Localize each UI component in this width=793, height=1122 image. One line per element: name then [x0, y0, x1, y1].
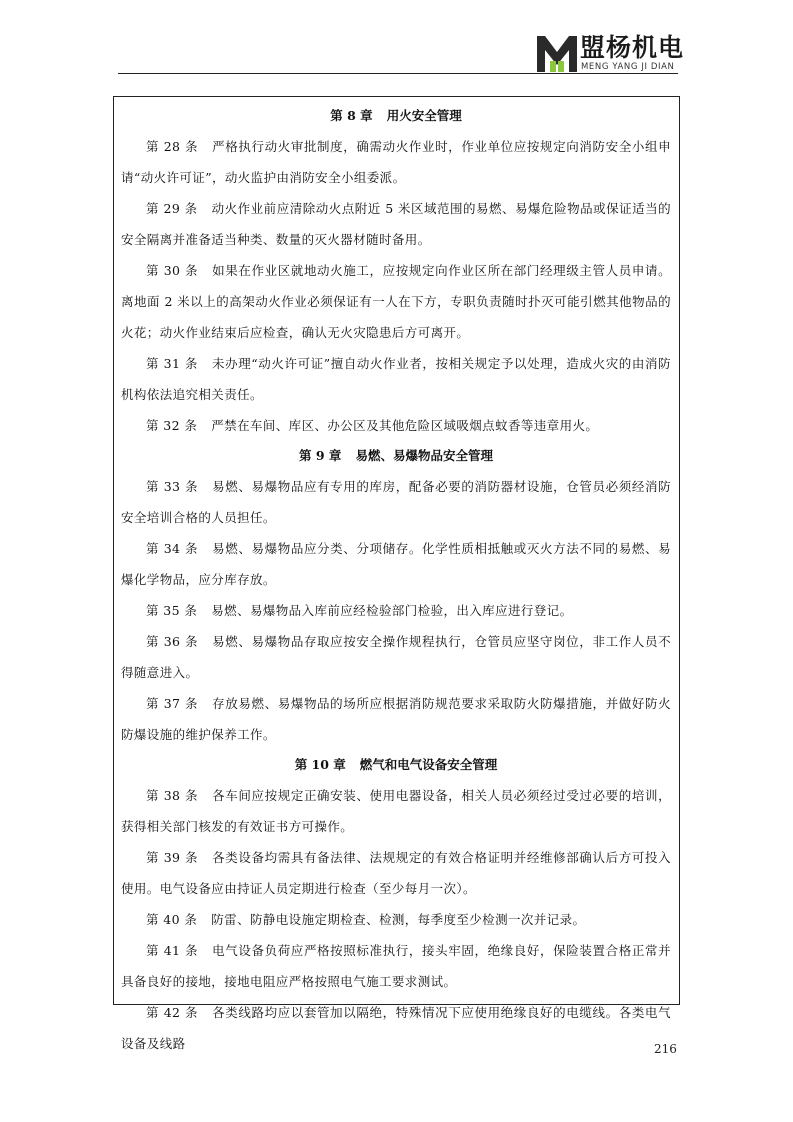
- article-text: 防雷、防静电设施定期检查、检测，每季度至少检测一次并记录。: [211, 912, 586, 927]
- chapter-title: 易燃、易爆物品安全管理: [355, 448, 493, 463]
- article-paragraph: [121, 935, 671, 997]
- article-number: 第 35 条: [146, 603, 198, 618]
- company-name: 盟杨机电: [580, 33, 685, 62]
- article-paragraph: [121, 471, 671, 533]
- article-paragraph: [121, 193, 671, 255]
- article-text: 各类设备均需具有备法律、法规规定的有效合格证明并经维修部确认后方可投入使用。电气设备应由持证人员定期进行检查（至少每月一次）。: [121, 850, 671, 896]
- article-number: 第 37 条: [146, 696, 199, 711]
- chapter-title: 燃气和电气设备安全管理: [359, 757, 498, 772]
- article-number: 第 42 条: [146, 1005, 199, 1020]
- page-number: 216: [654, 1042, 677, 1056]
- article-text: 如果在作业区就地动火施工，应按规定向作业区所在部门经理级主管人员申请。离地面 2 米以上的高架动火作业必须保证有一人在下方，专职负责随时扑灭可能引燃其他物品的火花；动火作业结束后应检查，确认无火灾隐患后方可离开。: [121, 263, 671, 340]
- article-number: 第 41 条: [146, 943, 199, 958]
- chapter-title: 用火安全管理: [386, 108, 462, 123]
- chapter-number: 第 10 章: [294, 757, 346, 772]
- chapter-heading: [121, 750, 671, 780]
- chapter-heading: [121, 441, 671, 471]
- article-text: 易燃、易爆物品存取应按安全操作规程执行，仓管员应坚守岗位，非工作人员不得随意进入。: [121, 634, 671, 680]
- page-header: [0, 0, 793, 76]
- article-paragraph: [121, 255, 671, 348]
- article-text: 严格执行动火审批制度，确需动火作业时，作业单位应按规定向消防安全小组申请“动火许可证”，动火监护由消防安全小组委派。: [121, 139, 671, 185]
- article-number: 第 31 条: [146, 356, 199, 371]
- article-paragraph: [121, 410, 671, 441]
- article-paragraph: [121, 595, 671, 626]
- article-number: 第 39 条: [146, 850, 199, 865]
- article-text: 易燃、易爆物品应分类、分项储存。化学性质相抵触或灭火方法不同的易燃、易爆化学物品，应分库存放。: [121, 541, 671, 587]
- article-number: 第 28 条: [146, 139, 199, 154]
- article-number: 第 38 条: [146, 788, 199, 803]
- article-paragraph: [121, 626, 671, 688]
- article-paragraph: [121, 997, 671, 1059]
- article-paragraph: [121, 904, 671, 935]
- article-text: 电气设备负荷应严格按照标准执行，接头牢固，绝缘良好，保险装置合格正常并具备良好的接地，接地电阻应严格按照电气施工要求测试。: [121, 943, 671, 989]
- article-number: 第 34 条: [146, 541, 199, 556]
- article-text: 未办理“动火许可证”擅自动火作业者，按相关规定予以处理，造成火灾的由消防机构依法追究相关责任。: [121, 356, 671, 402]
- article-number: 第 40 条: [146, 912, 198, 927]
- company-logo-icon: [537, 34, 577, 72]
- article-paragraph: [121, 688, 671, 750]
- article-text: 易燃、易爆物品入库前应经检验部门检验，出入库应进行登记。: [211, 603, 573, 618]
- article-text: 严禁在车间、库区、办公区及其他危险区域吸烟点蚊香等违章用火。: [211, 418, 599, 433]
- article-paragraph: [121, 842, 671, 904]
- chapter-number: 第 9 章: [299, 448, 342, 463]
- article-number: 第 30 条: [146, 263, 199, 278]
- article-paragraph: [121, 780, 671, 842]
- article-paragraph: [121, 348, 671, 410]
- article-number: 第 29 条: [146, 201, 198, 216]
- company-name-pinyin: MENG YANG JI DIAN: [581, 62, 675, 72]
- article-text: 存放易燃、易爆物品的场所应根据消防规范要求采取防火防爆措施，并做好防火防爆设施的维护保养工作。: [121, 696, 671, 742]
- article-text: 各类线路均应以套管加以隔绝，特殊情况下应使用绝缘良好的电缆线。各类电气设备及线路: [121, 1005, 671, 1051]
- article-text: 各车间应按规定正确安装、使用电器设备，相关人员必须经过受过必要的培训，获得相关部门核发的有效证书方可操作。: [121, 788, 671, 834]
- header-divider: [118, 73, 678, 74]
- article-text: 动火作业前应清除动火点附近 5 米区域范围的易燃、易爆危险物品或保证适当的安全隔离并准备适当种类、数量的灭火器材随时备用。: [121, 201, 671, 247]
- article-number: 第 36 条: [146, 634, 199, 649]
- article-paragraph: [121, 533, 671, 595]
- chapter-heading: [121, 101, 671, 131]
- article-text: 易燃、易爆物品应有专用的库房，配备必要的消防器材设施，仓管员必须经消防安全培训合格的人员担任。: [121, 479, 671, 525]
- article-paragraph: [121, 131, 671, 193]
- article-number: 第 33 条: [146, 479, 199, 494]
- chapter-number: 第 8 章: [330, 108, 373, 123]
- article-number: 第 32 条: [146, 418, 198, 433]
